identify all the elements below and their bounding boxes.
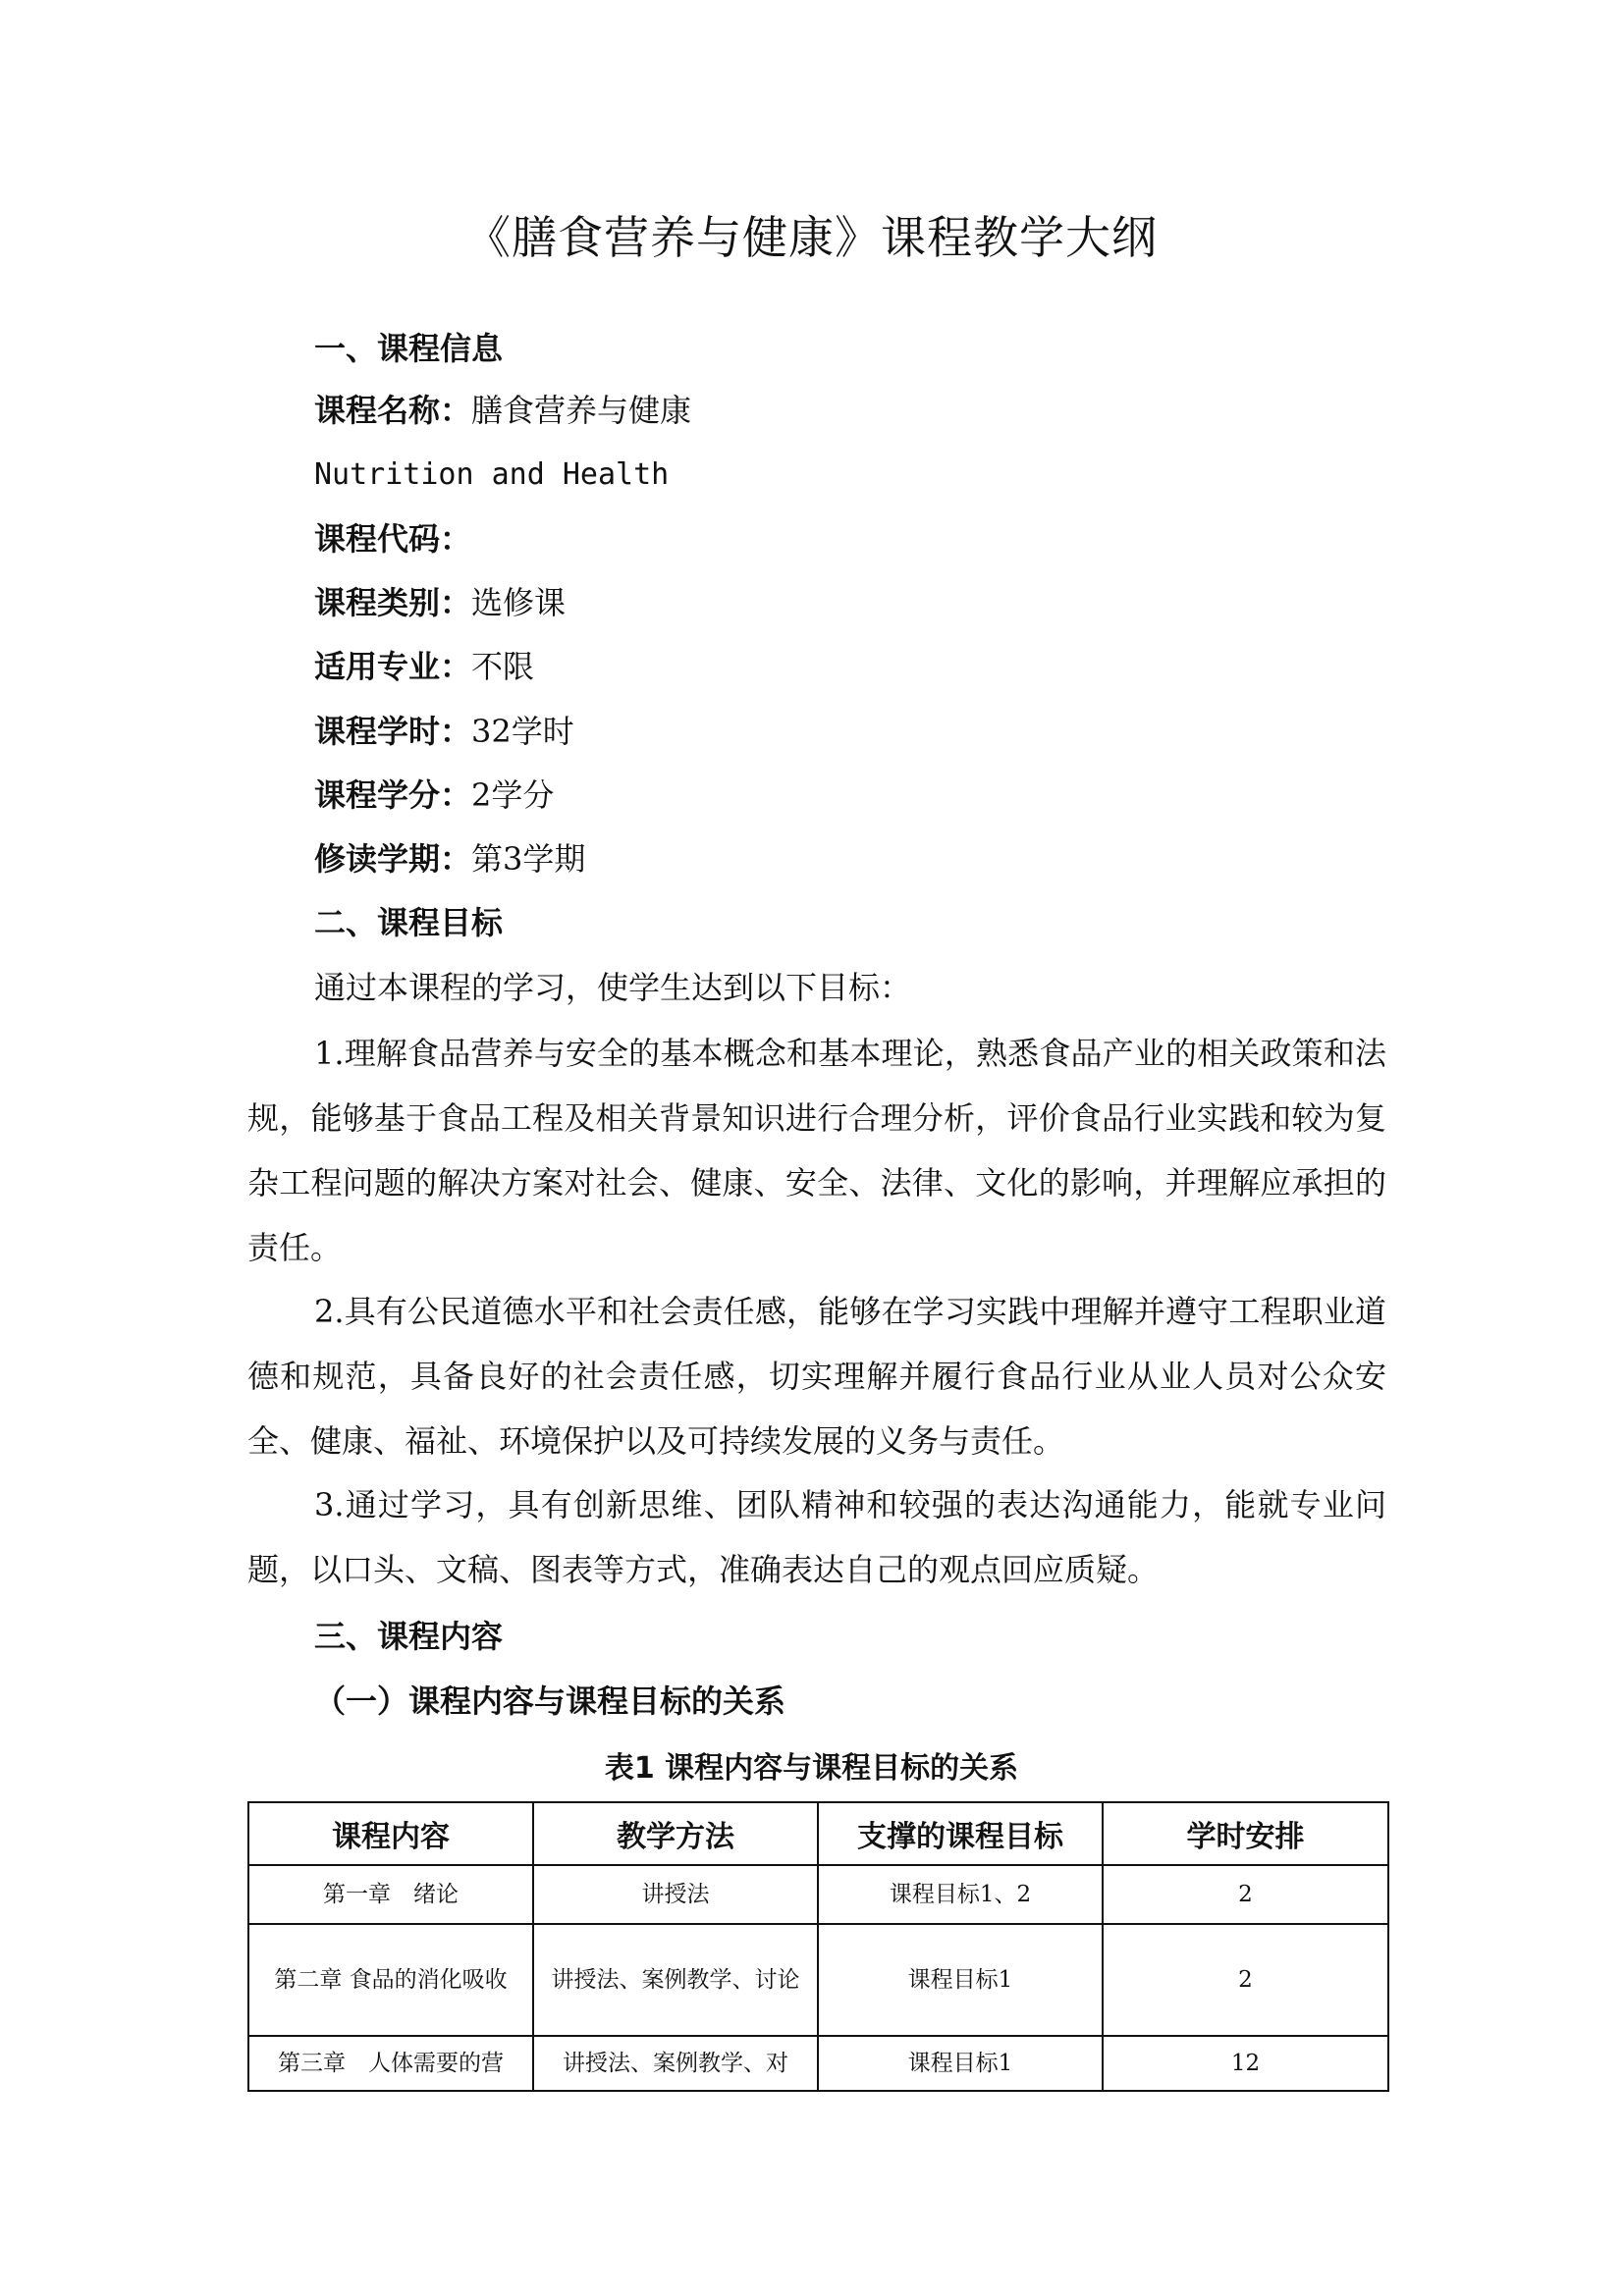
field-value: 不限 bbox=[471, 648, 535, 685]
field-label: 课程类别： bbox=[314, 584, 472, 621]
field-label: 课程代码： bbox=[314, 520, 472, 558]
table-header-cell: 课程内容 bbox=[248, 1802, 533, 1865]
document-title: 《膳食营养与健康》课程教学大纲 bbox=[465, 211, 1158, 264]
field-label: 课程名称： bbox=[314, 392, 472, 429]
table-header-cell: 教学方法 bbox=[533, 1802, 818, 1865]
field-applicable-major bbox=[314, 645, 534, 688]
table-row bbox=[248, 1924, 1388, 2036]
field-course-hours bbox=[314, 710, 574, 753]
field-value: 32学时 bbox=[471, 713, 574, 750]
field-value: 膳食营养与健康 bbox=[471, 392, 692, 429]
table-header-cell: 学时安排 bbox=[1103, 1802, 1388, 1865]
table-cell: 课程目标1 bbox=[818, 2036, 1103, 2091]
field-course-name-english bbox=[314, 454, 669, 497]
field-course-name bbox=[314, 389, 691, 432]
table-cell: 12 bbox=[1103, 2036, 1388, 2091]
field-course-credits bbox=[314, 774, 554, 817]
table-cell: 课程目标1、2 bbox=[818, 1865, 1103, 1924]
field-label: 适用专业： bbox=[314, 648, 472, 685]
table-row bbox=[248, 2036, 1388, 2091]
field-label: 课程学分： bbox=[314, 776, 472, 814]
field-course-category bbox=[314, 581, 566, 624]
content-goal-table bbox=[247, 1801, 1389, 2092]
table-cell: 讲授法 bbox=[533, 1865, 818, 1924]
goal-paragraph-1: 1.理解食品营养与安全的基本概念和基本理论，熟悉食品产业的相关政策和法规，能够基于食品工程及相关背景知识进行合理分析，评价食品行业实践和较为复杂工程问题的解决方案对社会、健康、安全、法律、文化的影响，并理解应承担的责任。 bbox=[247, 1035, 1386, 1266]
goal-paragraph-2: 2.具有公民道德水平和社会责任感，能够在学习实践中理解并遵守工程职业道德和规范，具备良好的社会责任感，切实理解并履行食品行业从业人员对公众安全、健康、福祉、环境保护以及可持续发展的义务与责任。 bbox=[247, 1293, 1386, 1460]
goal-paragraph-3: 3.通过学习，具有创新思维、团队精神和较强的表达沟通能力，能就专业问题，以口头、文稿、图表等方式，准确表达自己的观点回应质疑。 bbox=[247, 1486, 1386, 1588]
table-cell: 2 bbox=[1103, 1924, 1388, 2036]
field-semester bbox=[314, 837, 585, 881]
subsection-heading: （一）课程内容与课程目标的关系 bbox=[314, 1682, 786, 1720]
section-heading-course-goals: 二、课程目标 bbox=[314, 904, 504, 941]
table-cell: 第一章 绪论 bbox=[248, 1865, 533, 1924]
goals-intro: 通过本课程的学习，使学生达到以下目标： bbox=[314, 969, 912, 1006]
field-label: 修读学期： bbox=[314, 840, 472, 878]
field-value: 2学分 bbox=[471, 776, 555, 814]
table-header-cell: 支撑的课程目标 bbox=[818, 1802, 1103, 1865]
table-cell: 课程目标1 bbox=[818, 1924, 1103, 2036]
table-cell: 讲授法、案例教学、讨论 bbox=[533, 1924, 818, 2036]
table-row bbox=[248, 1865, 1388, 1924]
table-cell: 第二章 食品的消化吸收 bbox=[248, 1924, 533, 2036]
section-heading-course-info: 一、课程信息 bbox=[314, 330, 504, 367]
field-label: 课程学时： bbox=[314, 713, 472, 750]
field-value: 第3学期 bbox=[471, 840, 586, 878]
table-cell: 2 bbox=[1103, 1865, 1388, 1924]
section-heading-course-content: 三、课程内容 bbox=[314, 1618, 504, 1655]
field-value: Nutrition and Health bbox=[314, 457, 670, 492]
field-value: 选修课 bbox=[471, 584, 567, 621]
table-caption: 表1 课程内容与课程目标的关系 bbox=[604, 1751, 1019, 1786]
table-header-row bbox=[248, 1802, 1388, 1865]
table-cell: 第三章 人体需要的营 bbox=[248, 2036, 533, 2091]
field-course-code bbox=[314, 517, 471, 561]
table-cell: 讲授法、案例教学、对 bbox=[533, 2036, 818, 2091]
